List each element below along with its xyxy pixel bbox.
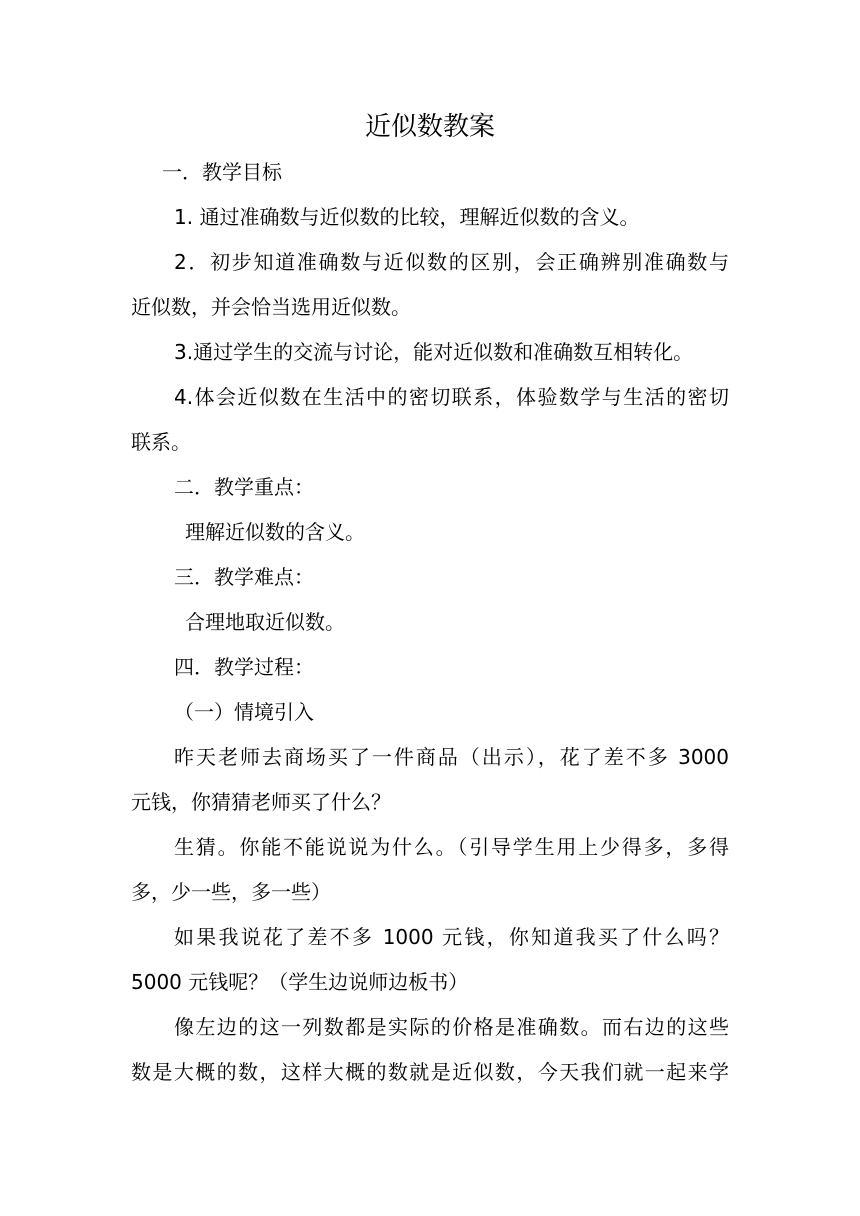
paragraph-line: 1. 通过准确数与近似数的比较，理解近似数的含义。 [174,205,640,229]
section-heading-difficulties: 三．教学难点： [174,565,314,589]
paragraph-line: 5000 元钱呢？（学生边说师边板书） [131,970,469,994]
paragraph-line: 多，少一些，多一些） [131,880,331,904]
paragraph-line: 如果我说花了差不多 1000 元钱，你知道我买了什么吗？ [174,925,729,949]
subsection-heading: （一）情境引入 [174,700,314,724]
section-heading-key-points: 二．教学重点： [174,475,314,499]
paragraph-line: 3.通过学生的交流与讨论，能对近似数和准确数互相转化。 [174,340,694,364]
section-heading-objectives: 一．教学目标 [162,160,282,184]
paragraph-line: 2．初步知道准确数与近似数的区别，会正确辨别准确数与 [174,250,729,274]
paragraph-line: 昨天老师去商场买了一件商品（出示），花了差不多 3000 [174,745,729,769]
paragraph-line: 合理地取近似数。 [185,610,345,634]
paragraph-line: 联系。 [131,430,191,454]
paragraph-line: 近似数，并会恰当选用近似数。 [131,295,411,319]
paragraph-line: 元钱，你猜猜老师买了什么？ [131,790,391,814]
paragraph-line: 像左边的这一列数都是实际的价格是准确数。而右边的这些 [174,1015,729,1039]
paragraph-line: 4.体会近似数在生活中的密切联系，体验数学与生活的密切 [174,385,729,409]
document-title: 近似数教案 [364,112,495,142]
paragraph-line: 生猜。你能不能说说为什么。（引导学生用上少得多，多得 [174,835,729,859]
section-heading-process: 四．教学过程： [174,655,314,679]
paragraph-line: 数是大概的数，这样大概的数就是近似数，今天我们就一起来学 [131,1060,729,1084]
paragraph-line: 理解近似数的含义。 [185,520,365,544]
